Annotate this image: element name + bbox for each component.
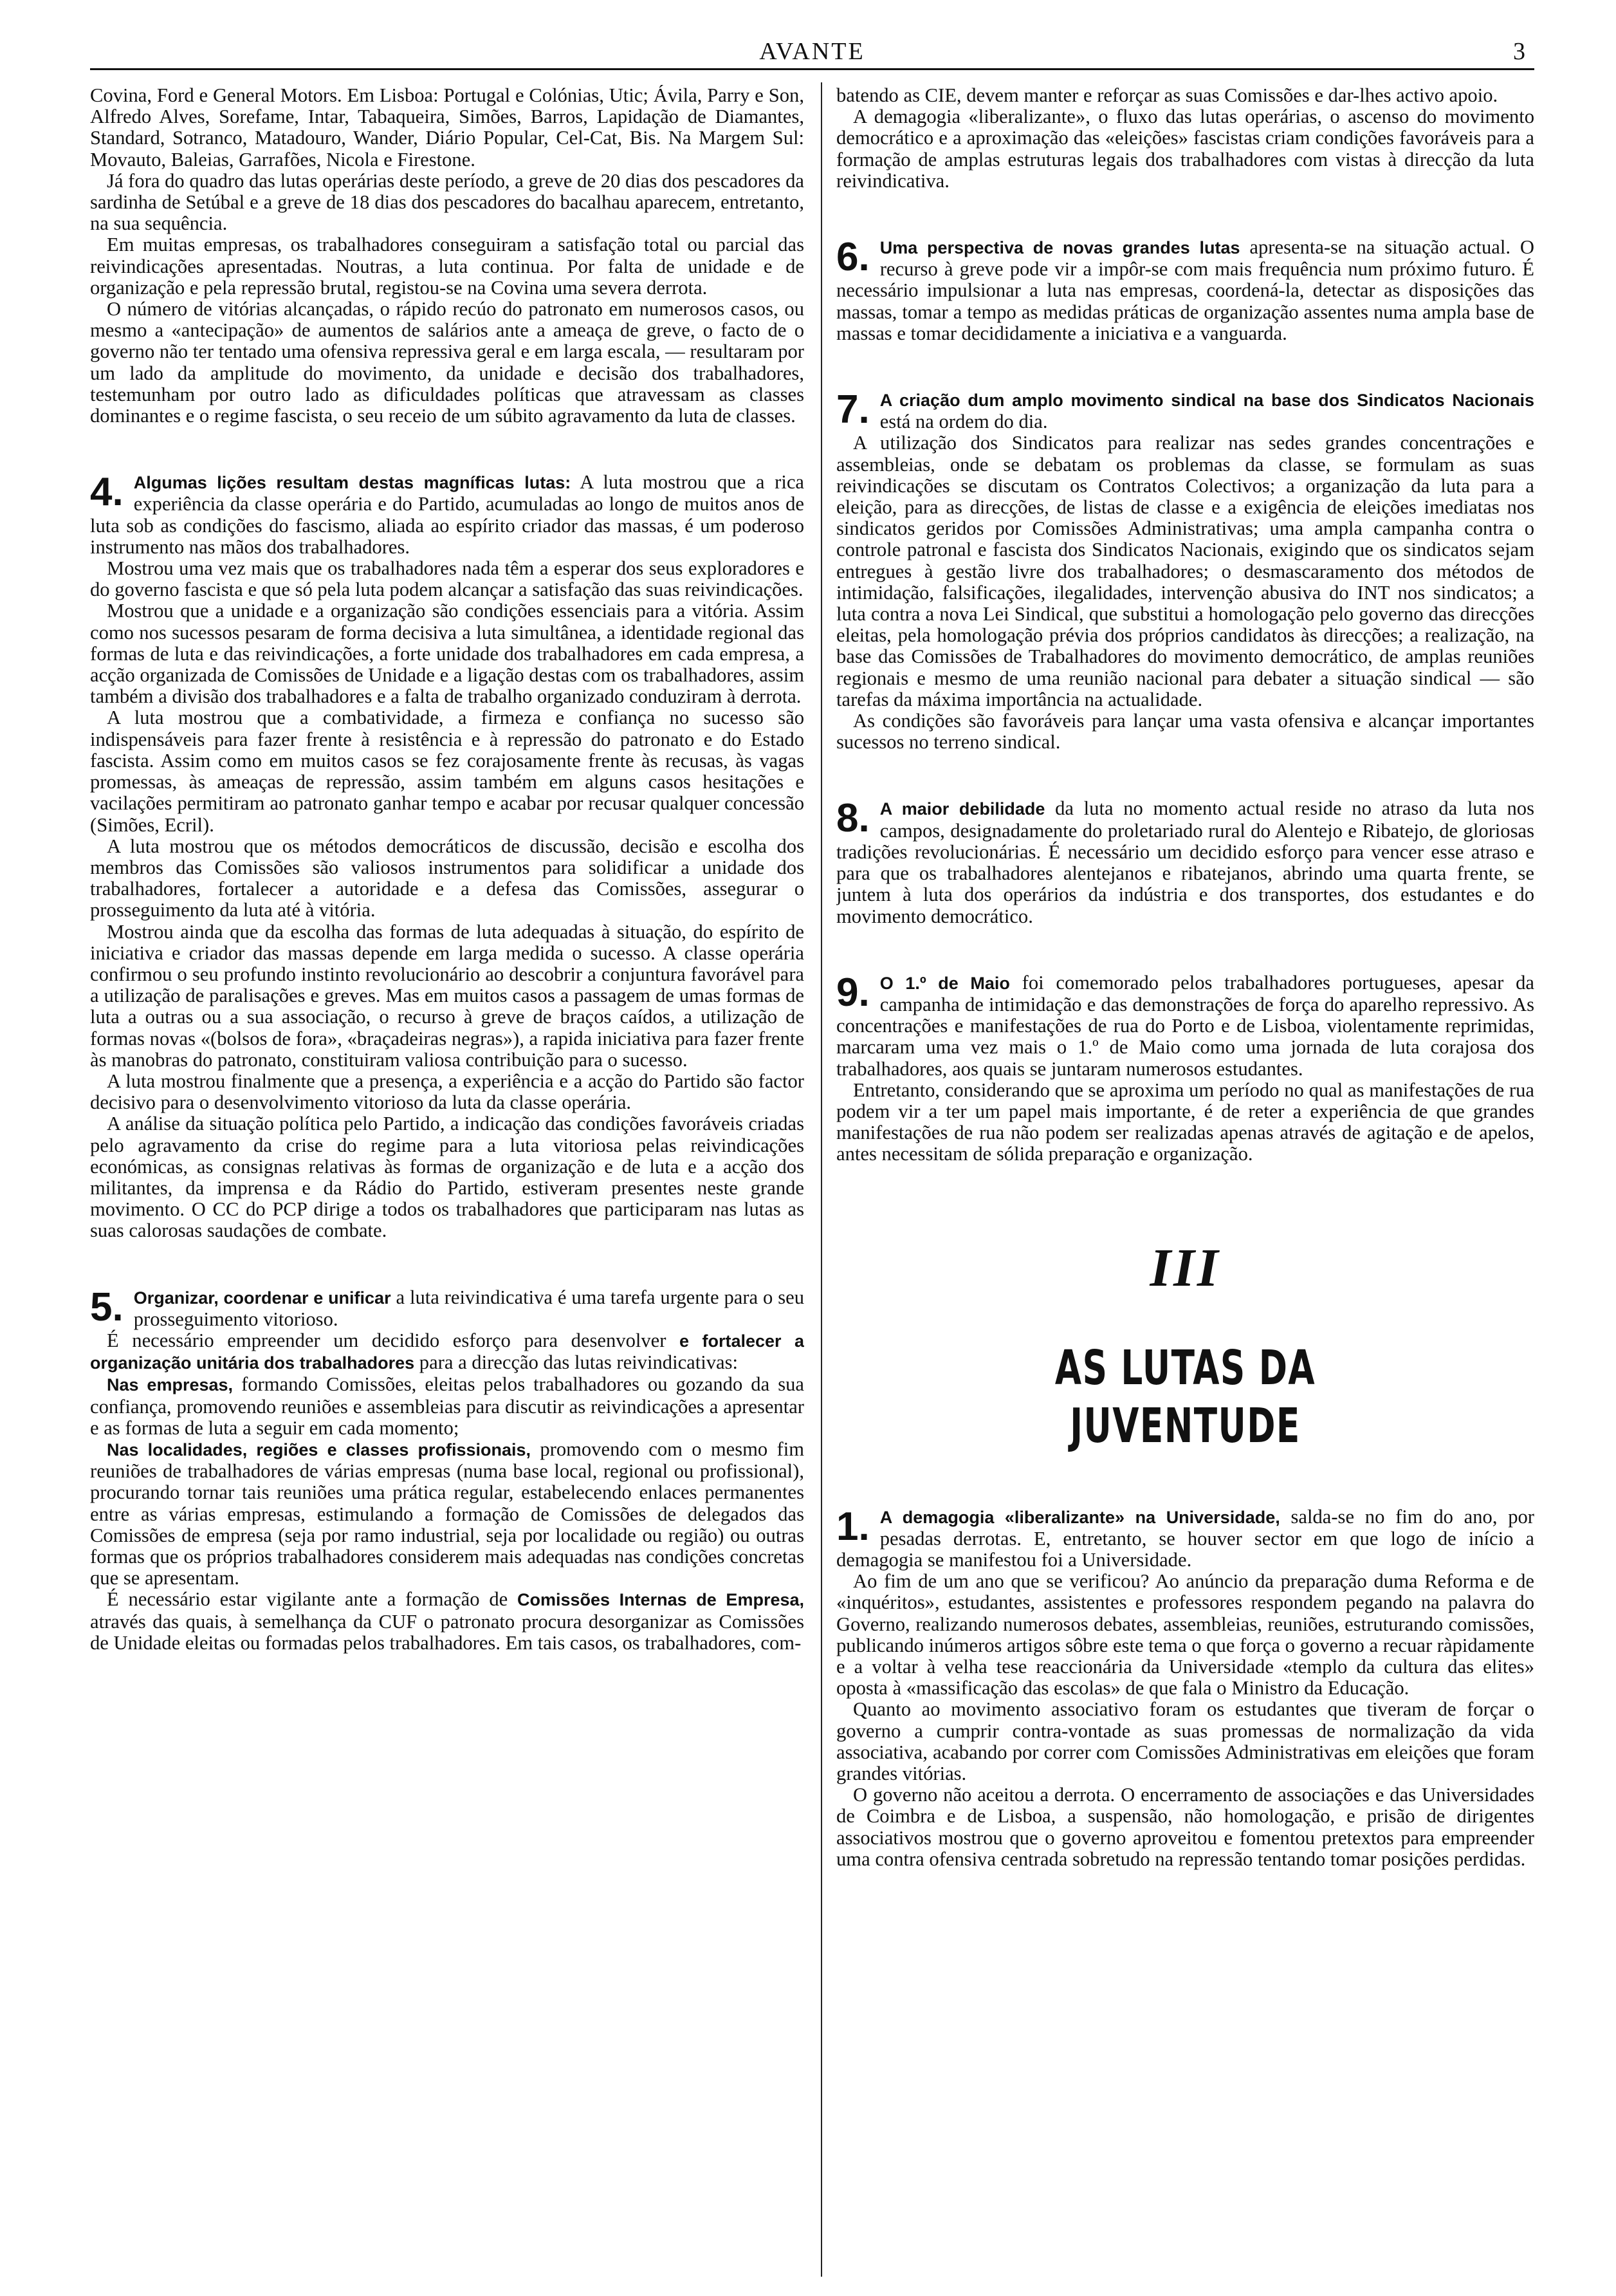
paragraph: O governo não aceitou a derrota. O encerramento de associações e das Universidades de Coimbra e de Lisboa, a suspensão, não homologação, e prisão de dirigentes associativos mostrou que o governo aproveitou e fomentou pretextos para empreender uma contra ofensiva centrada sobretudo na repressão tentando tomar posições perdidas. [836,1784,1534,1870]
paragraph: Mostrou uma vez mais que os trabalhadores nada têm a esperar dos seus exploradores e do governo fascista e que só pela luta podem alcançar a satisfação das suas reivindicações. [90,557,804,601]
text-run: através das quais, à semelhança da CUF o patronato procura desorganizar as Comissões de Unidade eleitas ou formadas pelos trabalhadores. Em tais casos, os trabalhadores, com- [90,1610,804,1654]
section-text: apresenta-se na situação actual. O recurso à greve pode vir a impôr-se com mais frequência num próximo futuro. É necessário impulsionar a luta nas empresas, coordená-la, detectar as disposições das massas, tomar a tempo as medidas práticas de organização assentes numa ampla base de massas e tomar decididamente a iniciativa e a vanguarda. [836,236,1534,344]
paragraph [90,1330,804,1374]
section-heading: O 1.º de Maio [879,973,1010,993]
text-run: É necessário empreender um decidido esforço para desenvolver [107,1329,680,1351]
paragraph: Entretanto, considerando que se aproxima um período no qual as manifestações de rua podem vir a ter um papel mais importante, é de reter a experiência de que grandes manifestações de rua não podem ser realizadas apenas através de agitação e de apelos, antes necessitam de sólida preparação e organização. [836,1079,1534,1165]
section-5 [90,1284,804,1654]
section-heading: Uma perspectiva de novas grandes lutas [879,238,1240,258]
section-number: 6. [836,235,870,280]
bold-run: Nas localidades, regiões e classes profissionais, [107,1440,531,1459]
text-run: É necessário estar vigilante ante a formação de [107,1588,517,1611]
paragraph [90,1439,804,1589]
right-intro-paragraph: A demagogia «liberalizante», o fluxo das lutas operárias, o ascenso do movimento democrático e a aproximação das «eleições» fascistas criam condições favoráveis para a formação de amplas estruturas legais dos trabalhadores com vistas à direcção da luta reivindicativa. [836,106,1534,192]
section-6 [836,237,1534,344]
section-text: foi comemorado pelos trabalhadores portugueses, apesar da campanha de intimidação e das demonstrações de força do aparelho repressivo. As concentrações e manifestações de rua do Porto e de Lisboa, violentamente reprimidas, marcaram uma vez mais o 1.º de Maio como uma jornada de luta corajosa dos trabalhadores, aos quais se juntaram numerosos estudantes. [836,971,1534,1080]
section-7 [836,389,1534,753]
right-intro-paragraph: batendo as CIE, devem manter e reforçar as suas Comissões e dar-lhes activo apoio. [836,85,1498,106]
part-heading [836,1236,1534,1455]
youth-section-1-lead [836,1506,1534,1571]
section-number: 5. [90,1284,124,1329]
section-heading: Algumas lições resultam destas magníficas lutas: [133,473,571,493]
part-numeral: III [1150,1237,1221,1298]
section-6-lead [836,237,1534,344]
column-divider [821,82,822,2277]
left-column [90,85,804,2273]
part-title: AS LUTAS DA JUVENTUDE [1054,1340,1316,1454]
section-heading: A maior debilidade [879,799,1045,819]
section-text: a luta reivindicativa é uma tarefa urgente para o seu prosseguimento vitorioso. [133,1286,804,1330]
paragraph: Mostrou que a unidade e a organização são condições essenciais para a vitória. Assim como nos sucessos pesaram de forma decisiva a luta simultânea, a identidade regional das formas de luta e das reivindicações, a forte unidade dos trabalhadores em cada empresa, a acção organizada de Comissões de Unidade e a ligação destas com os trabalhadores, assim também a divisão dos trabalhadores e a falta de trabalho organizado conduziram à derrota. [90,600,804,708]
section-8-lead [836,798,1534,927]
section-text: A luta mostrou que a rica experiência da classe operária e do Partido, acumuladas ao longo de muitos anos de luta sob as condições do fascismo, aliada ao espírito criador das massas, é um poderoso instrumento nas mãos dos trabalhadores. [90,471,804,558]
left-intro-paragraph: Já fora do quadro das lutas operárias deste período, a greve de 20 dias dos pescadores da sardinha de Setúbal e a greve de 18 dias dos pescadores do bacalhau aparecem, entretanto, na sua sequência. [90,169,804,235]
masthead: AVANTE [759,38,865,65]
paragraph: As condições são favoráveis para lançar uma vasta ofensiva e alcançar importantes sucessos no terreno sindical. [836,710,1534,754]
section-text: salda-se no fim do ano, por pesadas derrotas. E, entretanto, se houver sector em que logo de início a demagogia se manifestou foi a Universidade. [836,1505,1534,1571]
paragraph: A luta mostrou que os métodos democráticos de discussão, decisão e escolha dos membros das Comissões são valiosos instrumentos para solidificar a unidade dos trabalhadores, fortalecer a autoridade e a defesa das Comissões, assegurar o prosseguimento da luta até à vitória. [90,835,804,921]
section-heading: A demagogia «liberalizante» na Universidade, [879,1507,1280,1527]
text-run: promovendo com o mesmo fim reuniões de trabalhadores de várias empresas (numa base local, regional ou profissional), procurando tornar tais reuniões uma prática regular, estabelecendo enlaces permanentes entre as várias empresas, estimulando a formação de Comissões de delegados das Comissões de empresa (seja por ramo industrial, seja por localidade ou região) ou outras formas que os próprios trabalhadores considerem mais adequadas nas condições concretas que se apresentam. [90,1438,804,1589]
bold-run: Comissões Internas de Empresa, [517,1590,804,1610]
section-number: 8. [836,796,870,841]
section-5-lead [90,1284,804,1330]
section-9-lead [836,972,1534,1080]
section-text: da luta no momento actual reside no atraso da luta nos campos, designadamente do proletariado rural do Alentejo e Ribatejo, de gloriosas tradições revolucionárias. É necessário um decidido esforço para vencer esse atraso e para que os trabalhadores alentejanos e ribatejanos, abrindo uma quarta frente, se juntem à luta dos operários da indústria e dos transportes, dos estudantes e do movimento democrático. [836,797,1534,927]
left-intro-paragraph: Covina, Ford e General Motors. Em Lisboa: Portugal e Colónias, Utic; Ávila, Parry e Son, Alfredo Alves, Sorefame, Intar, Tabaqueira, Simões, Barros, Lapidação de Diamantes, Standard, Sotranco, Matadouro, Wander, Diário Popular, Cel-Cat, Bis. Na Margem Sul: Movauto, Baleias, Garrafões, Nicola e Firestone. [90,85,804,171]
section-text: está na ordem do dia. [879,411,1048,433]
paragraph: A luta mostrou finalmente que a presença, a experiência e a acção do Partido são factor decisivo para o desenvolvimento vitorioso da luta da classe operária. [90,1069,804,1114]
section-heading: A criação dum amplo movimento sindical na base dos Sindicatos Nacionais [879,391,1534,411]
page-number: 3 [1513,38,1525,65]
section-number: 9. [836,970,870,1015]
youth-section-1 [836,1506,1534,1870]
text-run: para a direcção das lutas reivindicativas: [414,1351,739,1374]
left-intro-paragraph: Em muitas empresas, os trabalhadores conseguiram a satisfação total ou parcial das reivindicações apresentadas. Noutras, a luta continua. Por falta de unidade e de organização e pela repressão brutal, registou-se na Covina uma severa derrota. [90,234,804,299]
section-4-lead [90,472,804,558]
section-4 [90,472,804,1241]
bold-run: e fortalecer a organização unitária dos trabalhadores [90,1331,804,1373]
section-number: 7. [836,387,870,432]
right-column [836,85,1534,2273]
section-heading: Organizar, coordenar e unificar [133,1288,391,1308]
paragraph [90,1374,804,1439]
section-number: 4. [90,470,124,515]
paragraph: A análise da situação política pelo Partido, a indicação das condições favoráveis criadas pelo agravamento da crise do regime para a luta vitoriosa pelas reivindicações económicas, as consignas relativas às formas de organização e de luta e a acção dos militantes, da imprensa e da Rádio do Partido, estiveram presentes neste grande movimento. O CC do PCP dirige a todos os trabalhadores que participaram nas lutas as suas calorosas saudações de combate. [90,1113,804,1242]
paragraph: Ao fim de um ano que se verificou? Ao anúncio da preparação duma Reforma e de «inquéritos», estudantes, assistentes e professores respondem pegando na palavra do Governo, realizando numerosos debates, assembleias, reuniões, estruturando comissões, publicando inúmeros artigos sôbre este tema o que força o governo a recuar ràpidamente e a voltar à velha tese reaccionária da Universidade «templo da cultura das elites» oposta à «massificação das escolas» de que fala o Ministro da Educação. [836,1570,1534,1699]
paragraph: A utilização dos Sindicatos para realizar nas sedes grandes concentrações e assembleias, onde se debatam os problemas da classe, se formulam as suas reivindicações se discutam os Contratos Colectivos; a organização da luta para a eleição, para as direcções, de listas de classe e a exigência de eleições imediatas nos sindicatos geridos por Comissões Administrativas; uma ampla campanha contra o controle patronal e fascista dos Sindicatos Nacionais, exigindo que os sindicatos sejam entregues à gestão livre dos trabalhadores; o desmascaramento dos métodos de intimidação, falsificações, ilegalidades, intervenção abusiva do INT nos sindicatos; a luta contra a nova Lei Sindical, que substitui a homologação pelo governo das direcções eleitas, pela homologação prévia dos próprios candidatos às direcções; a realização, na base das Comissões de Trabalhadores do movimento democrático, de amplas reuniões regionais e mesmo de uma reunião nacional para debater a situação sindical — são tarefas da máxima importância na actualidade. [836,432,1534,710]
section-number: 1. [836,1504,870,1549]
paragraph: A luta mostrou que a combatividade, a firmeza e confiança no sucesso são indispensáveis para fazer frente à resistência e à repressão do patronato e do Estado fascista. Assim como em muitos casos se fez corajosamente frente às recusas, às vagas promessas, às ameaças de repressão, assim também em alguns casos hesitações e vacilações permitiram ao patronato ganhar tempo e acabar por recusar qualquer concessão (Simões, Ecril). [90,707,804,836]
paragraph: Mostrou ainda que da escolha das formas de luta adequadas à situação, do espírito de iniciativa e criador das massas depende em larga medida o sucesso. A classe operária confirmou o seu profundo instinto revolucionário ao descobrir a conjuntura favorável para a utilização de paralisações e greves. Mas em muitos casos a passagem de umas formas de luta a outras ou a sua associação, o recurso à greve de braços caídos, a utilização de formas novas «(bolsos de fora», «braçadeiras negras»), a rapida iniciativa para fazer frente às manobras do patronato, constituiram valiosa contribuição para o sucesso. [90,920,804,1071]
paragraph: Quanto ao movimento associativo foram os estudantes que tiveram de forçar o governo a cumprir contra-vontade as suas promessas de normalização da vida associativa, acabando por correr com Comissões Administrativas em eleições que foram grandes vitórias. [836,1698,1534,1784]
section-9 [836,972,1534,1165]
paragraph [90,1589,804,1654]
section-8 [836,798,1534,927]
page-header [90,35,1534,70]
bold-run: Nas empresas, [107,1375,234,1395]
left-intro-paragraph: O número de vitórias alcançadas, o rápido recúo do patronato em numerosos casos, ou mesmo a «antecipação» de aumentos de salários ante a ameaça de greve, o facto de o governo não ter tentado uma ofensiva repressiva geral e em larga escala, — resultaram por um lado da amplitude do movimento, da unidade e decisão dos trabalhadores, testemunham por outro lado as dificuldades políticas que atravessam as classes dominantes e o regime fascista, o seu receio de um súbito agravamento da luta de classes. [90,298,804,427]
text-run: formando Comissões, eleitas pelos trabalhadores ou gozando da sua confiança, promovendo reuniões e assembleias para discutir as reivindicações a apresentar e as formas de luta a seguir em cada momento; [90,1373,804,1439]
section-7-lead [836,389,1534,432]
